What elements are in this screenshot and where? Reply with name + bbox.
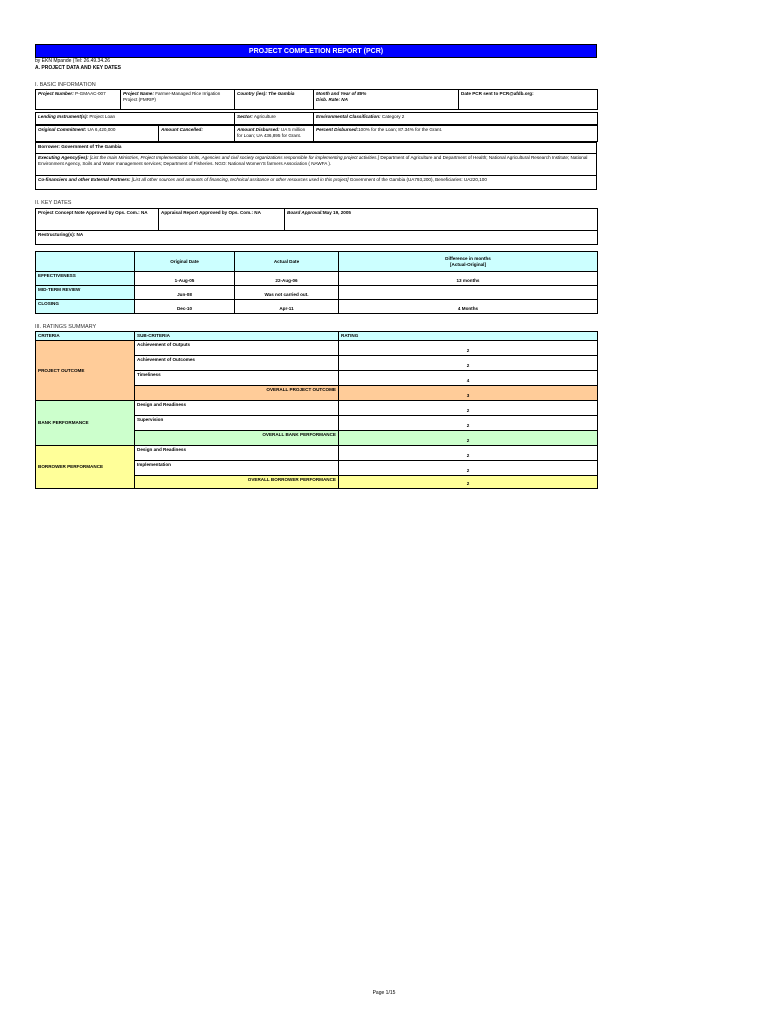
concept-note-cell: Project Concept Note Approved by Ops. Com.: NA bbox=[36, 209, 159, 231]
rating-value: 2 bbox=[339, 341, 598, 356]
col-sub-criteria: SUB-CRITERIA bbox=[135, 332, 339, 341]
sub-criteria: Achievement of Outputs bbox=[135, 341, 339, 356]
restructuring-cell: Restructuring(s): NA bbox=[36, 231, 598, 245]
project-number-cell: Project Number: P-GMAAC-007 bbox=[36, 90, 121, 110]
basic-info-table bbox=[35, 89, 598, 110]
basic-info-heading: I. BASIC INFORMATION bbox=[35, 82, 96, 88]
project-name-cell: Project Name: Farmer-Managed Rice Irrigation Project (FMRIP) bbox=[121, 90, 235, 110]
basic-info-table-3 bbox=[35, 125, 598, 142]
actual-date: 22-Aug-06 bbox=[235, 272, 339, 286]
rating-value: 4 bbox=[339, 371, 598, 386]
borrower-cell: Borrower: Government of The Gambia bbox=[36, 143, 597, 154]
col-rating: RATING bbox=[339, 332, 598, 341]
board-approval-cell: Board Approval:May 19, 2005 bbox=[285, 209, 598, 231]
key-dates-approval-table bbox=[35, 208, 598, 245]
appraisal-cell: Appraisal Report Approved by Ops. Com.: NA bbox=[159, 209, 285, 231]
rating-value: 2 bbox=[339, 401, 598, 416]
original-date: Jun-08 bbox=[135, 286, 235, 300]
borrower-performance-label: BORROWER PERFORMANCE bbox=[36, 446, 135, 489]
sub-criteria: Implementation bbox=[135, 461, 339, 476]
section-a-title: A. PROJECT DATA AND KEY DATES bbox=[35, 65, 121, 71]
table-row bbox=[36, 272, 598, 286]
overall-borrower-performance-rating: 2 bbox=[339, 476, 598, 489]
rating-value: 2 bbox=[339, 416, 598, 431]
key-dates-heading: II. KEY DATES bbox=[35, 200, 72, 206]
overall-bank-performance-rating: 2 bbox=[339, 431, 598, 446]
col-original-date: Original Date bbox=[135, 252, 235, 272]
cancelled-cell: Amount Cancelled: bbox=[159, 126, 235, 142]
project-outcome-label: PROJECT OUTCOME bbox=[36, 341, 135, 401]
cofinanciers-cell: Co-financiers and other External Partners: [List all other sources and amounts of financing, technical assitance or other resources used in this project] Government of the Gambia (UA793,200), Beneficiaries: UA220,100 bbox=[36, 176, 597, 190]
actual-date: Was not carried out. bbox=[235, 286, 339, 300]
percent-cell: Percent Disbursed:100% for the Loan; 87.34% for the Grant. bbox=[314, 126, 598, 142]
table-row bbox=[36, 286, 598, 300]
overall-project-outcome-rating: 3 bbox=[339, 386, 598, 401]
ratings-table bbox=[35, 331, 598, 489]
author-line: by EKN Mpande (Tel: 26.49.34.26 bbox=[35, 58, 111, 64]
sub-criteria: Design and Readiness bbox=[135, 446, 339, 461]
page-number: Page 1/15 bbox=[372, 990, 396, 996]
sub-criteria: Achievement of Outcomes bbox=[135, 356, 339, 371]
sector-cell: Sector: Agriculture bbox=[235, 113, 314, 125]
table-row bbox=[36, 300, 598, 314]
overall-borrower-performance-label: OVERALL BORROWER PERFORMANCE bbox=[135, 476, 339, 489]
difference: 13 months bbox=[339, 272, 598, 286]
disbursed-cell: Amount Disbursed: UA 5 million for Loan; UA 436,895 for Grant. bbox=[235, 126, 314, 142]
col-difference: Difference in months [Actual-Original] bbox=[339, 252, 598, 272]
original-date: Dec-10 bbox=[135, 300, 235, 314]
month-year-cell: Month and Year of 85% Disb. Rate: NA bbox=[314, 90, 459, 110]
key-dates-corner bbox=[36, 252, 135, 272]
rating-value: 2 bbox=[339, 461, 598, 476]
env-cell: Environmental Classification: Category 2 bbox=[314, 113, 598, 125]
commitment-cell: Original Commitment: UA 6,420,000 bbox=[36, 126, 159, 142]
sub-criteria: Timeliness bbox=[135, 371, 339, 386]
country-cell: Country (ies): The Gambia bbox=[235, 90, 314, 110]
overall-project-outcome-label: OVERALL PROJECT OUTCOME bbox=[135, 386, 339, 401]
sub-criteria: Design and Readiness bbox=[135, 401, 339, 416]
col-criteria: CRITERIA bbox=[36, 332, 135, 341]
row-label: MID-TERM REVIEW bbox=[36, 286, 135, 300]
lending-cell: Lending Instrument(s): Project Loan bbox=[36, 113, 235, 125]
overall-bank-performance-label: OVERALL BANK PERFORMANCE bbox=[135, 431, 339, 446]
date-pcr-cell: Date PCR sent to PCR@afdb.org: bbox=[459, 90, 598, 110]
report-title-banner: PROJECT COMPLETION REPORT (PCR) bbox=[35, 44, 597, 58]
row-label: EFFECTIVENESS bbox=[36, 272, 135, 286]
original-date: 1-Aug-05 bbox=[135, 272, 235, 286]
rating-value: 2 bbox=[339, 356, 598, 371]
key-dates-table bbox=[35, 251, 598, 314]
executing-agency-cell: Executing Agency(ies): [List the main Ministries, Project Implementation Units, Agencies and civil society organizations responsible for implementing project activities.] Department of Agriculture and Department of Health; National Agricultural Research Institute; National Environment Agency, Soils and Water management services; Department of Fisheries. NGO: National Women'S farmers Association ( NAWFA ). bbox=[36, 154, 597, 176]
difference bbox=[339, 286, 598, 300]
difference: 4 Months bbox=[339, 300, 598, 314]
ratings-heading: III. RATINGS SUMMARY bbox=[35, 324, 97, 330]
rating-value: 2 bbox=[339, 446, 598, 461]
basic-info-table-2 bbox=[35, 112, 598, 125]
actual-date: Apr-11 bbox=[235, 300, 339, 314]
row-label: CLOSING bbox=[36, 300, 135, 314]
sub-criteria: Supervision bbox=[135, 416, 339, 431]
borrower-table bbox=[35, 142, 597, 190]
col-actual-date: Actual Date bbox=[235, 252, 339, 272]
bank-performance-label: BANK PERFORMANCE bbox=[36, 401, 135, 446]
